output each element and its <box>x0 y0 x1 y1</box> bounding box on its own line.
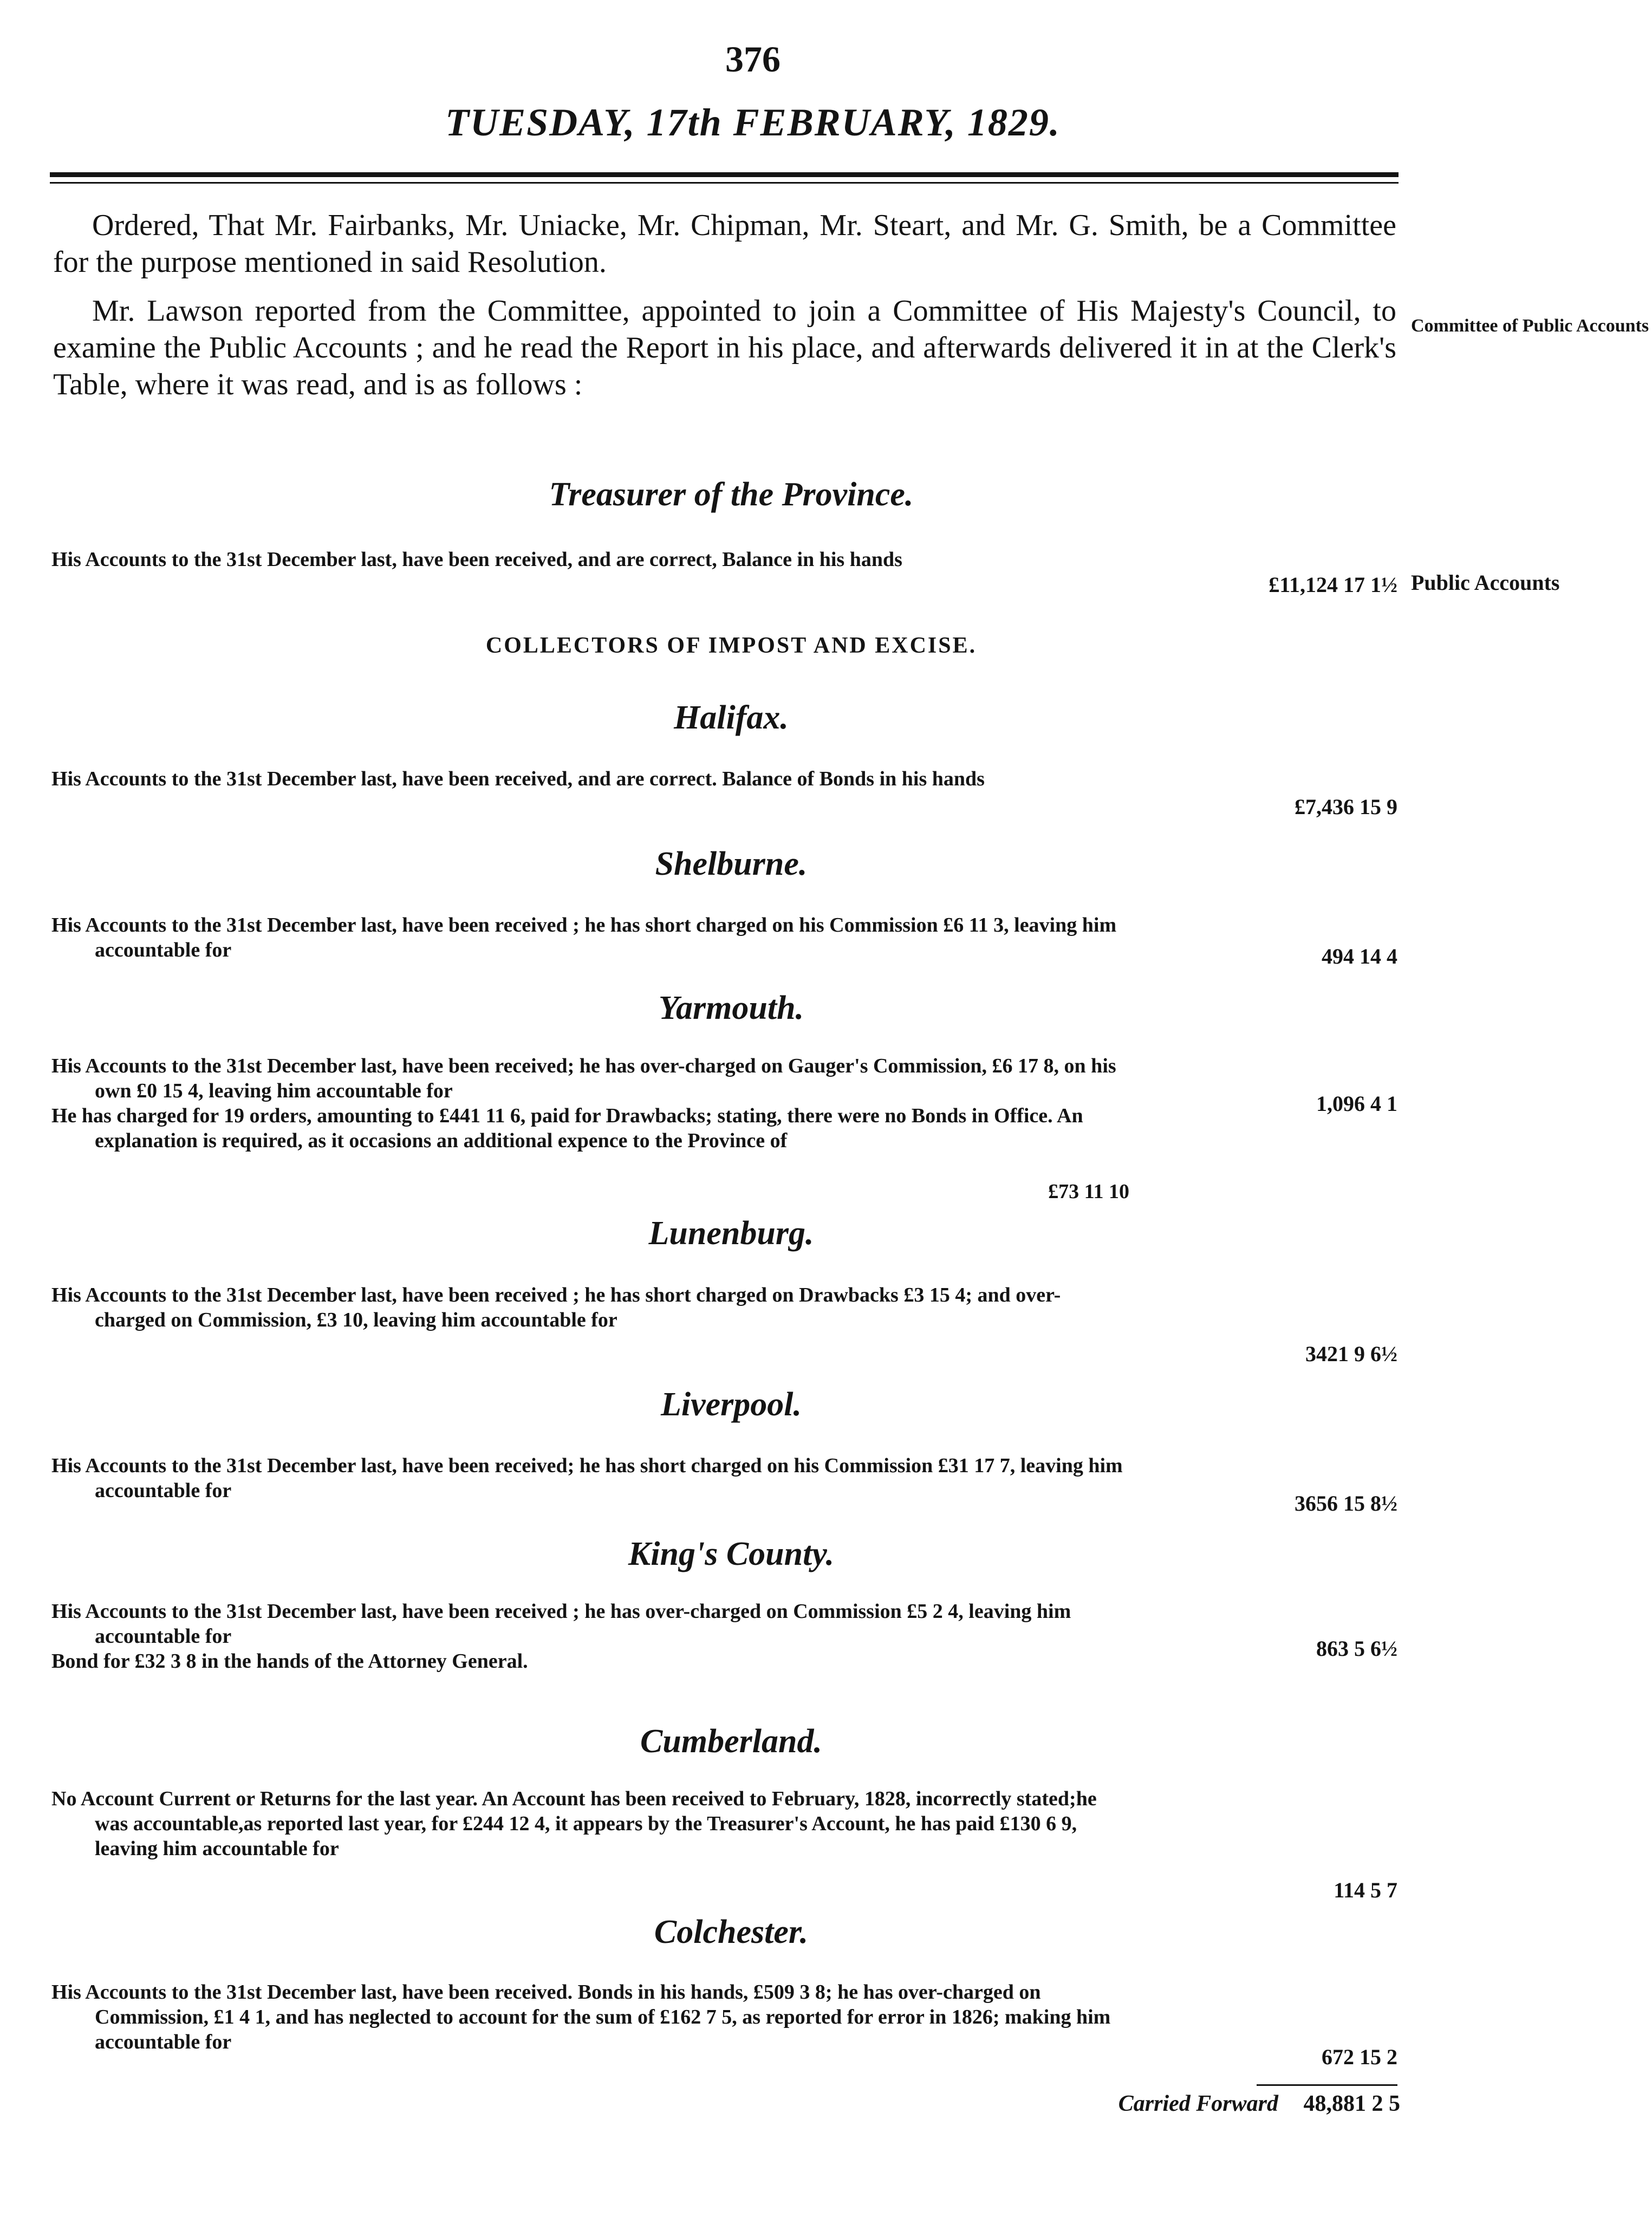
paragraph-report: Mr. Lawson reported from the Committee, appointed to join a Committee of His Majesty's Council, to examine the Public Accounts ; and he read the Report in his place, and afterwards delivered it in at the Clerk's Table, where it was read, and is as follows : <box>53 294 1396 401</box>
section-title-cumberland: Cumberland. <box>640 1723 822 1760</box>
entry-line: Bond for £32 3 8 in the hands of the Attorney General. <box>51 1650 528 1673</box>
paragraph-ordered: Ordered, That Mr. Fairbanks, Mr. Uniacke, Mr. Chipman, Mr. Steart, and Mr. G. Smith, be a Committee for the purpose mentioned in said Resolution. <box>53 209 1396 279</box>
margin-note-committee: Committee of Public Accounts <box>1411 316 1649 336</box>
entry-liverpool <box>51 1453 1129 1503</box>
page-number: 376 <box>725 38 781 80</box>
amount-kings-county: 863 5 6½ <box>1316 1636 1397 1661</box>
section-title-kings-county: King's County. <box>628 1536 835 1572</box>
amount-treasurer: £11,124 17 1½ <box>1269 573 1397 597</box>
entry-colchester <box>51 1980 1129 2054</box>
entry-line: His Accounts to the 31st December last, have been received; he has short charged on his Commission £31 17 7, leaving him accountable for <box>51 1454 1123 1502</box>
entry-yarmouth <box>51 1054 1129 1153</box>
entry-line: No Account Current or Returns for the last year. An Account has been received to February, 1828, incorrectly stated;he was accountable,as reported last year, for £244 12 4, it appears by the Treasurer's Account, he has paid £130 6 9, leaving him accountable for <box>51 1787 1097 1860</box>
header-rule-thick <box>50 172 1399 177</box>
header-rule-thin <box>50 182 1399 184</box>
entry-line: His Accounts to the 31st December last, have been received ; he has short charged on Drawbacks £3 15 4; and over-charged on Commission, £3 10, leaving him accountable for <box>51 1284 1061 1331</box>
carried-forward-amount: 48,881 2 5 <box>1303 2091 1400 2116</box>
carried-forward-rule <box>1257 2084 1397 2086</box>
entry-kings-county <box>51 1599 1129 1674</box>
amount-liverpool: 3656 15 8½ <box>1295 1491 1397 1516</box>
section-title-lunenburg: Lunenburg. <box>648 1215 814 1252</box>
section-title-yarmouth: Yarmouth. <box>658 990 804 1026</box>
section-title-liverpool: Liverpool. <box>661 1386 802 1423</box>
entry-line: His Accounts to the 31st December last, have been received ; he has short charged on his Commission £6 11 3, leaving him accountable for <box>51 914 1117 961</box>
entry-line: His Accounts to the 31st December last, have been received, and are correct. Balance of Bonds in his hands <box>51 768 985 790</box>
section-title-colchester: Colchester. <box>654 1914 809 1950</box>
entry-line: His Accounts to the 31st December last, have been received. Bonds in his hands, £509 3 8; he has over-charged on Commission, £1 4 1, and has neglected to account for the sum of £162 7 5, as reported for error in 1826; making him accountable for <box>51 1981 1111 2053</box>
entry-line: His Accounts to the 31st December last, have been received; he has over-charged on Gauger's Commission, £6 17 8, on his own £0 15 4, leaving him accountable for <box>51 1055 1116 1102</box>
amount-lunenburg: 3421 9 6½ <box>1305 1342 1397 1366</box>
entry-cumberland <box>51 1786 1129 1861</box>
amount-yarmouth: 1,096 4 1 <box>1316 1091 1397 1116</box>
entry-treasurer <box>51 547 1129 572</box>
entry-line: He has charged for 19 orders, amounting to £441 11 6, paid for Drawbacks; stating, there were no Bonds in Office. An explanation is required, as it occasions an additional expence to the Province of <box>51 1104 1083 1152</box>
amount-shelburne: 494 14 4 <box>1322 944 1397 968</box>
amount-halifax: £7,436 15 9 <box>1295 795 1397 819</box>
entry-halifax <box>51 766 1129 791</box>
carried-forward-label: Carried Forward <box>1118 2091 1278 2116</box>
amount-cumberland: 114 5 7 <box>1334 1878 1397 1902</box>
collectors-heading: COLLECTORS OF IMPOST AND EXCISE. <box>485 633 977 658</box>
entry-lunenburg <box>51 1283 1129 1332</box>
margin-note-public-accounts: Public Accounts <box>1411 570 1560 595</box>
amount-colchester: 672 15 2 <box>1322 2045 1397 2069</box>
entry-line: His Accounts to the 31st December last, have been received, and are correct, Balance in his hands <box>51 548 902 571</box>
entry-shelburne <box>51 913 1129 963</box>
page-date: TUESDAY, 17th FEBRUARY, 1829. <box>445 101 1061 144</box>
section-title-shelburne: Shelburne. <box>655 846 808 882</box>
inline-amount-yarmouth: £73 11 10 <box>1048 1180 1129 1203</box>
section-title-treasurer: Treasurer of the Province. <box>549 476 914 513</box>
entry-line: His Accounts to the 31st December last, have been received ; he has over-charged on Commission £5 2 4, leaving him accountable for <box>51 1600 1071 1648</box>
section-title-halifax: Halifax. <box>674 699 789 736</box>
